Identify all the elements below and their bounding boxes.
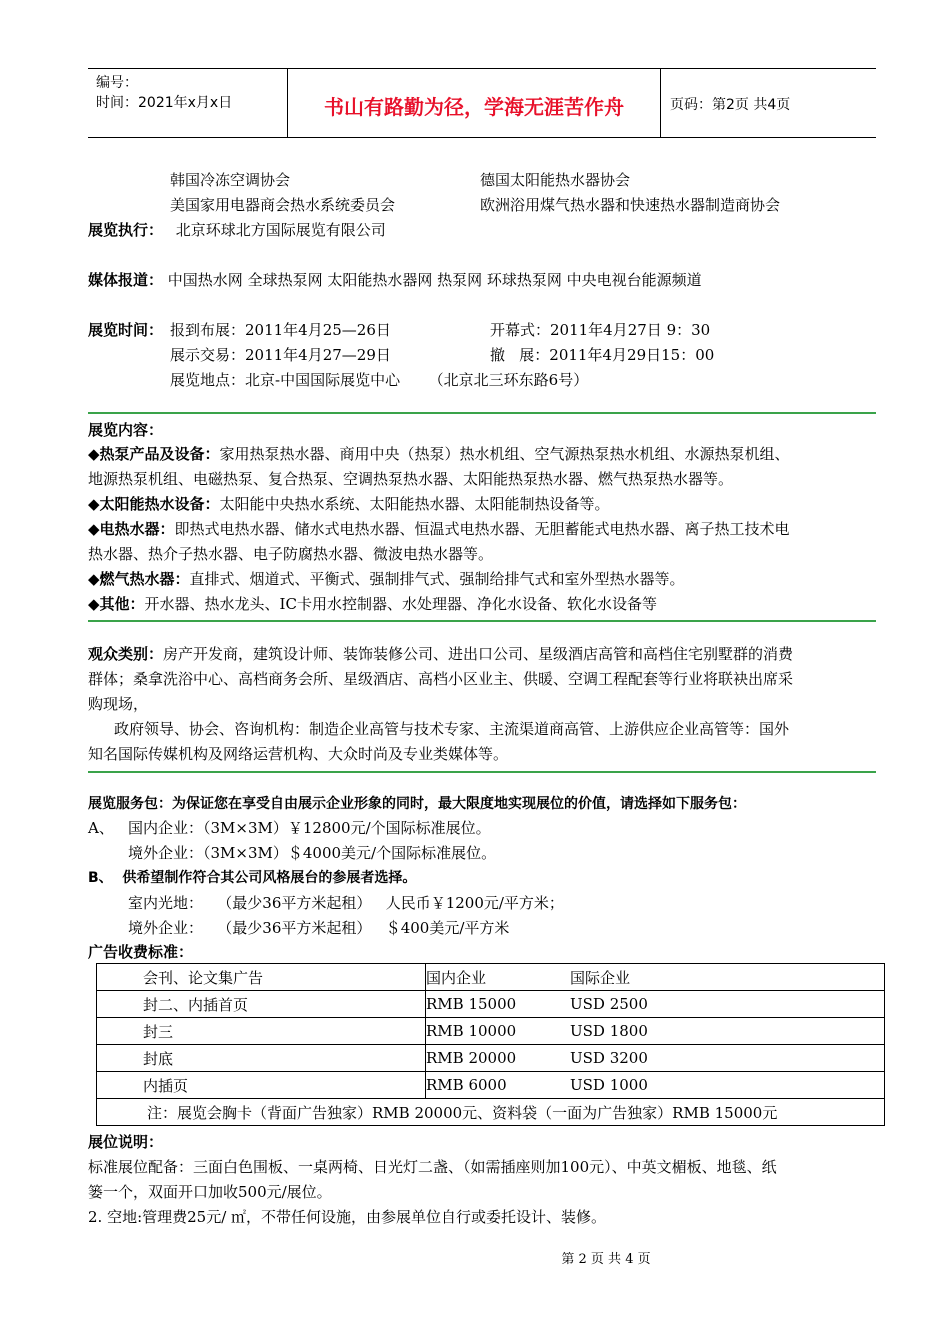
content-item-text: 直排式、烟道式、平衡式、强制排气式、强制给排气式和室外型热水器等。 bbox=[189, 570, 685, 588]
table-note: 注：展览会胸卡（背面广告独家）RMB 20000元、资料袋（一面为广告独家）RMB 15000元 bbox=[97, 1099, 885, 1126]
table-cell: USD 2500 bbox=[570, 991, 885, 1018]
audience-text: 房产开发商，建筑设计师、装饰装修公司、进出口公司、星级酒店高管和高档住宅别墅群的消费 bbox=[163, 645, 794, 663]
schedule-trading: 展示交易：2011年4月27—29日 bbox=[170, 346, 391, 364]
content-item-label: ◆热泵产品及设备： bbox=[88, 445, 220, 463]
executor-label: 展览执行： bbox=[88, 221, 164, 239]
table-row bbox=[97, 991, 885, 1018]
services-b-foreign: 境外企业： （最少36平方米起租） ＄400美元/平方米 bbox=[128, 919, 510, 937]
booth-text: 篓一个，双面开口加收500元/展位。 bbox=[88, 1183, 332, 1201]
content-item-label: ◆电热水器： bbox=[88, 520, 175, 538]
table-cell: USD 1000 bbox=[570, 1072, 885, 1099]
content-item-cont: 热水器、热介子热水器、电子防腐热水器、微波电热水器等。 bbox=[88, 545, 494, 563]
ad-fees-table bbox=[96, 963, 885, 1126]
content-item-text: 开水器、热水龙头、IC卡用水控制器、水处理器、净化水设备、软化水设备等 bbox=[144, 595, 657, 613]
audience-text-cont: 购现场， bbox=[88, 695, 149, 713]
section-divider bbox=[88, 620, 876, 622]
section-divider bbox=[88, 771, 876, 773]
table-cell: 内插页 bbox=[97, 1072, 426, 1099]
table-cell: RMB 15000 bbox=[426, 991, 571, 1018]
media-row bbox=[88, 268, 702, 293]
schedule-venue: 展览地点：北京-中国国际展览中心 （北京北三环东路6号） bbox=[170, 371, 589, 389]
table-cell: USD 1800 bbox=[570, 1018, 885, 1045]
table-cell: 封三 bbox=[97, 1018, 426, 1045]
footer-page-number: 第 2 页 共 4 页 bbox=[561, 1252, 651, 1267]
content-item-text: 太阳能中央热水系统、太阳能热水器、太阳能制热设备等。 bbox=[219, 495, 610, 513]
organizer-right-1: 德国太阳能热水器协会 bbox=[480, 171, 631, 189]
services-a-marker: A、 bbox=[88, 819, 114, 837]
table-cell: 封二、内插首页 bbox=[97, 991, 426, 1018]
schedule-label: 展览时间： bbox=[88, 321, 164, 339]
audience-text-cont: 政府领导、协会、咨询机构：制造企业高管与技术专家、主流渠道商高管、上游供应企业高管等：国外 bbox=[114, 720, 790, 738]
booth-text: 标准展位配备：三面白色围板、一桌两椅、日光灯二盏、（如需插座则加100元）、中英文楣板、地毯、纸 bbox=[88, 1158, 777, 1176]
schedule-opening: 开幕式：2011年4月27日 9：30 bbox=[490, 321, 711, 339]
content-item-cont: 地源热泵机组、电磁热泵、复合热泵、空调热泵热水器、太阳能热泵热水器、燃气热泵热水器等。 bbox=[88, 470, 734, 488]
header-divider bbox=[660, 69, 661, 137]
audience-label: 观众类别： bbox=[88, 645, 164, 663]
table-header-cell: 国内企业 bbox=[426, 964, 571, 991]
header-page-number: 页码：第2页 共4页 bbox=[670, 97, 791, 113]
table-cell: RMB 10000 bbox=[426, 1018, 571, 1045]
page-footer bbox=[0, 1248, 950, 1267]
ad-fees-title: 广告收费标准： bbox=[88, 943, 194, 961]
services-b-domestic: 室内光地： （最少36平方米起租） 人民币￥1200元/平方米； bbox=[128, 894, 564, 912]
content-item bbox=[88, 442, 790, 467]
table-header-cell: 会刊、论文集广告 bbox=[97, 964, 426, 991]
content-item bbox=[88, 567, 685, 592]
booth-text: 2. 空地:管理费25元/ ㎡，不带任何设施，由参展单位自行或委托设计、装修。 bbox=[88, 1208, 607, 1226]
booth-title: 展位说明： bbox=[88, 1133, 164, 1151]
content-item bbox=[88, 517, 790, 542]
services-a-foreign: 境外企业：（3M×3M）＄4000美元/个国际标准展位。 bbox=[128, 844, 497, 862]
table-cell: USD 3200 bbox=[570, 1045, 885, 1072]
doc-time: 时间：2021年x月x日 bbox=[96, 95, 233, 111]
services-a-domestic: 国内企业：（3M×3M）￥12800元/个国际标准展位。 bbox=[128, 819, 491, 837]
content-item-text: 即热式电热水器、储水式电热水器、恒温式电热水器、无胆蓄能式电热水器、离子热工技术电 bbox=[174, 520, 790, 538]
organizer-right-2: 欧洲浴用煤气热水器和快速热水器制造商协会 bbox=[480, 196, 781, 214]
content-item-label: ◆燃气热水器： bbox=[88, 570, 190, 588]
motto: 书山有路勤为径，学海无涯苦作舟 bbox=[324, 95, 624, 119]
schedule-setup: 报到布展：2011年4月25—26日 bbox=[170, 321, 391, 339]
content-item bbox=[88, 592, 657, 617]
content-item-label: ◆太阳能热水设备： bbox=[88, 495, 220, 513]
table-note-row bbox=[97, 1099, 885, 1126]
organizer-left-2: 美国家用电器商会热水系统委员会 bbox=[170, 196, 396, 214]
media-value: 中国热水网 全球热泵网 太阳能热水器网 热泵网 环球热泵网 中央电视台能源频道 bbox=[167, 271, 702, 289]
executor-row bbox=[88, 218, 386, 243]
table-cell: RMB 6000 bbox=[426, 1072, 571, 1099]
section-divider bbox=[88, 412, 876, 414]
services-intro: 展览服务包：为保证您在享受自由展示企业形象的同时，最大限度地实现展位的价值，请选择如下服务包： bbox=[88, 796, 746, 812]
content-title: 展览内容： bbox=[88, 421, 164, 439]
content-item-label: ◆其他： bbox=[88, 595, 145, 613]
services-b: B、 供希望制作符合其公司风格展台的参展者选择。 bbox=[88, 870, 417, 886]
table-header-row bbox=[97, 964, 885, 991]
content-item bbox=[88, 492, 610, 517]
table-cell: RMB 20000 bbox=[426, 1045, 571, 1072]
table-header-cell: 国际企业 bbox=[570, 964, 885, 991]
table-row bbox=[97, 1018, 885, 1045]
page-header bbox=[88, 68, 876, 138]
audience-row bbox=[88, 642, 793, 667]
audience-text-cont: 知名国际传媒机构及网络运营机构、大众时尚及专业类媒体等。 bbox=[88, 745, 509, 763]
audience-text-cont: 群体；桑拿洗浴中心、高档商务会所、星级酒店、高档小区业主、供暖、空调工程配套等行业将联袂出席采 bbox=[88, 670, 794, 688]
table-cell: 封底 bbox=[97, 1045, 426, 1072]
schedule-teardown: 撤 展：2011年4月29日15：00 bbox=[490, 346, 715, 364]
organizer-left-1: 韩国冷冻空调协会 bbox=[170, 171, 291, 189]
media-label: 媒体报道： bbox=[88, 271, 164, 289]
table-row bbox=[97, 1045, 885, 1072]
content-item-text: 家用热泵热水器、商用中央（热泵）热水机组、空气源热泵热水机组、水源热泵机组、 bbox=[219, 445, 790, 463]
executor-value: 北京环球北方国际展览有限公司 bbox=[175, 221, 386, 239]
doc-number: 编号： bbox=[96, 75, 138, 91]
table-row bbox=[97, 1072, 885, 1099]
